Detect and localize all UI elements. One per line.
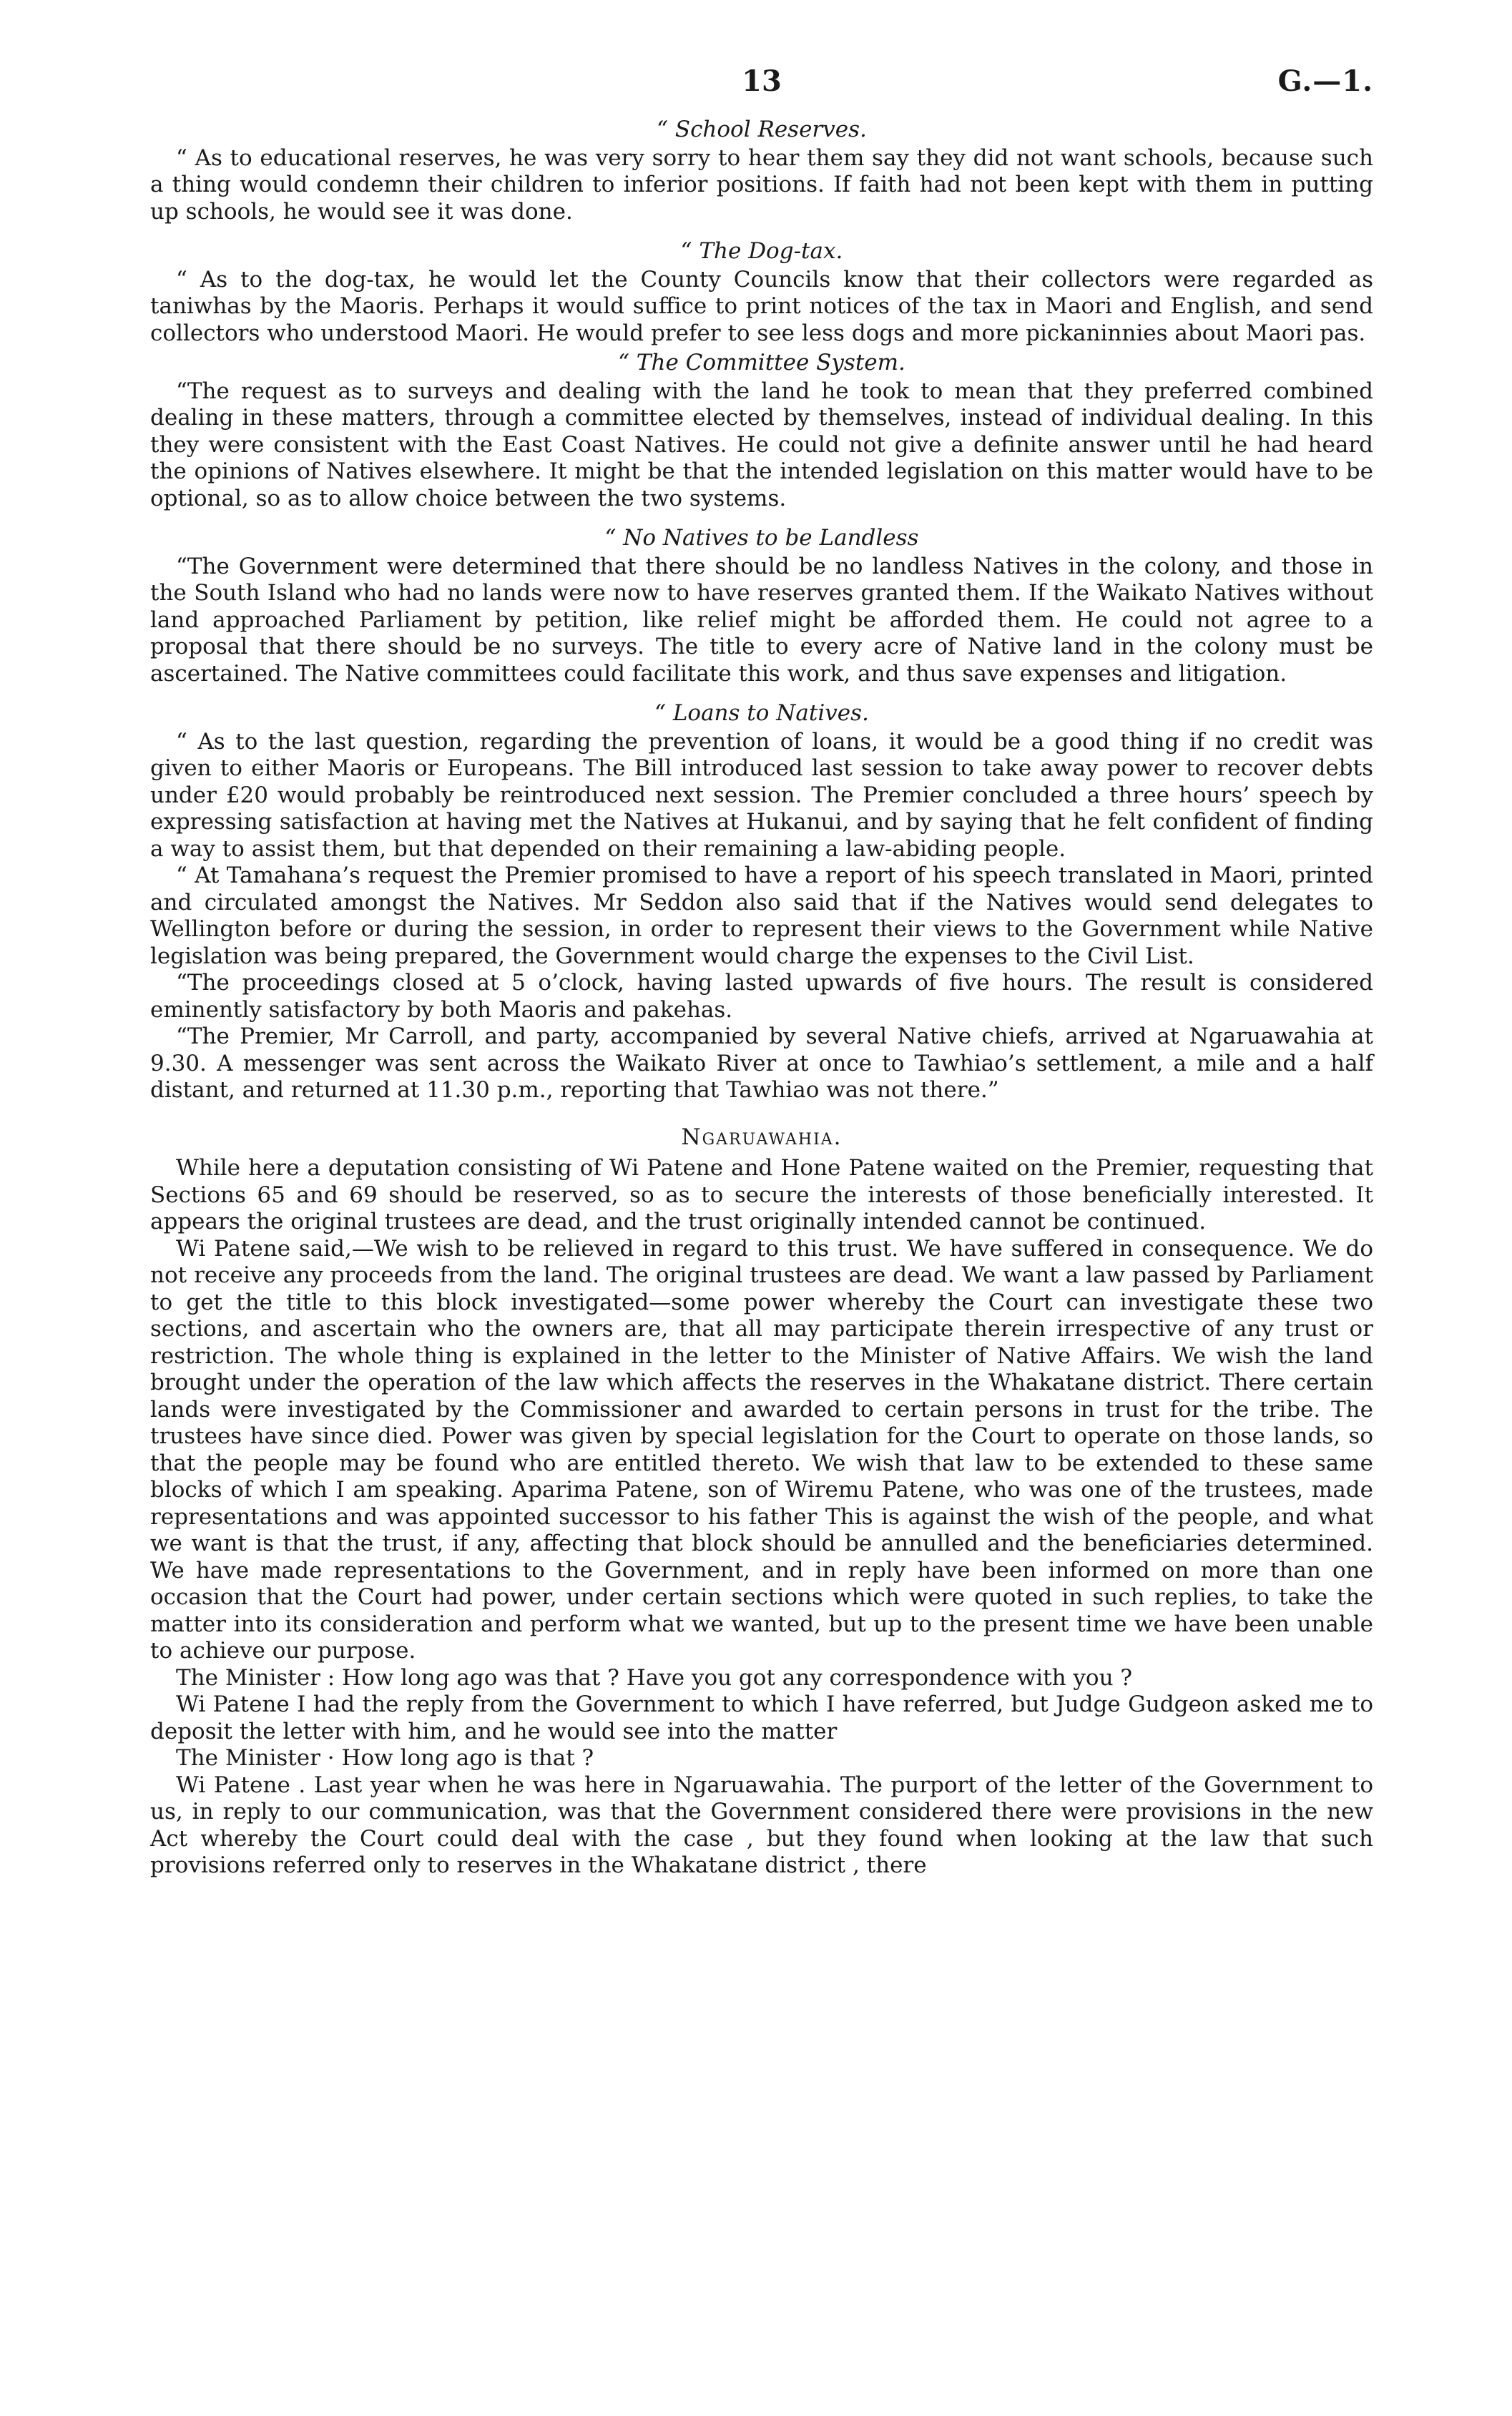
paragraph: “ As to the last question, regarding the prevention of loans, it would be a good thing if no credit was given to either Maoris or Europeans. The Bill introduced last session to take away power to recover debts under £20 would probably be reintroduced next session. The Premier concluded a three hours’ speech by expressing satisfaction at having met the Natives at Hukanui, and by saying that he felt confident of finding a way to assist them, but that depended on their remaining a law-abiding people.	[150, 728, 1373, 862]
paragraph: “The request as to surveys and dealing with the land he took to mean that they preferred combined dealing in these matters, through a committee elected by themselves, instead of individual dealing. In this they were consistent with the East Coast Natives. He could not give a definite answer until he had heard the opinions of Natives elsewhere. It might be that the intended legislation on this matter would have to be optional, so as to allow choice between the two systems.	[150, 378, 1373, 511]
paragraph: The Minister · How long ago is that ?	[176, 1745, 594, 1771]
section-school-reserves	[150, 117, 1373, 225]
paragraph: The Minister : How long ago was that ? Have you got any correspondence with you ?	[176, 1664, 1133, 1691]
section-loans-to-natives	[150, 700, 1373, 1104]
document-page	[150, 64, 1373, 1880]
section-committee-system	[150, 350, 1373, 512]
section-heading: “ School Reserves.	[657, 117, 867, 142]
paragraph: “ As to the dog-tax, he would let the County Councils know that their collectors were regarded as taniwhas by the Maoris. Perhaps it would suffice to print notices of the tax in Maori and English, and send collectors who understood Maori. He would prefer to see less dogs and more pickaninnies about Maori pas.	[150, 266, 1373, 346]
paragraph: Wi Patene said,—We wish to be relieved in regard to this trust. We have suffered in consequence. We do not receive any proceeds from the land. The original trustees are dead. We want a law passed by Parliament to get the title to this block investigated—some power whereby the Court can investigate these two sections, and ascertain who the owners are, that all may participate therein irrespective of any trust or restriction. The whole thing is explained in the letter to the Minister of Native Affairs. We wish the land brought under the operation of the law which affects the reserves in the Whakatane district. There certain lands were investigated by the Commissioner and awarded to certain persons in trust for the tribe. The trustees have since died. Power was given by special legislation for the Court to operate on those lands, so that the people may be found who are entitled thereto. We wish that law to be extended to these same blocks of which I am speaking. Aparima Patene, son of Wiremu Patene, who was one of the trustees, made representations and was appointed successor to his father This is against the wish of the people, and what we want is that the trust, if any, affecting that block should be annulled and the beneficiaries determined. We have made representations to the Government, and in reply have been informed on more than one occasion that the Court had power, under certain sections which were quoted in such replies, to take the matter into its consideration and perform what we wanted, but up to the present time we have been unable to achieve our purpose.	[150, 1235, 1373, 1664]
paragraph: “The Government were determined that there should be no landless Natives in the colony, and those in the South Island who had no lands were now to have reserves granted them. If the Waikato Natives without land approached Parliament by petition, like relief might be afforded them. He could not agree to a proposal that there should be no surveys. The title to every acre of Native land in the colony must be ascertained. The Native committees could facilitate this work, and thus save expenses and litigation.	[150, 553, 1373, 687]
paragraph: Wi Patene . Last year when he was here in Ngaruawahia. The purport of the letter of the Government to us, in reply to our communication, was that the Government considered there were provisions in the new Act whereby the Court could deal with the case , but they found when looking at the law that such provisions referred only to reserves in the Whakatane district , there	[150, 1772, 1373, 1878]
page-number: 13	[742, 64, 782, 98]
page-header	[150, 64, 1373, 112]
section-heading: “ The Committee System.	[618, 350, 905, 375]
paragraph: “The proceedings closed at 5 o’clock, having lasted upwards of five hours. The result is considered eminently satisfactory by both Maoris and pakehas.	[150, 970, 1373, 1023]
document-code: G.—1.	[1277, 64, 1373, 98]
section-heading: “ Loans to Natives.	[654, 700, 869, 726]
section-heading: Ngaruawahia.	[681, 1124, 843, 1150]
paragraph: Wi Patene I had the reply from the Government to which I have referred, but Judge Gudgeon asked me to deposit the letter with him, and he would see into the matter	[150, 1691, 1373, 1744]
section-dog-tax	[150, 238, 1373, 347]
section-heading: “ No Natives to be Landless	[604, 525, 919, 551]
section-heading: “ The Dog-tax.	[680, 238, 843, 264]
section-no-natives-landless	[150, 525, 1373, 687]
paragraph: While here a deputation consisting of Wi Patene and Hone Patene waited on the Premier, requesting that Sections 65 and 69 should be reserved, so as to secure the interests of those beneficially interested. It appears the original trustees are dead, and the trust originally intended cannot be continued.	[150, 1155, 1373, 1234]
paragraph: “ As to educational reserves, he was very sorry to hear them say they did not want schools, because such a thing would condemn their children to inferior positions. If faith had not been kept with them in putting up schools, he would see it was done.	[150, 144, 1373, 225]
section-ngaruawahia	[150, 1124, 1373, 1880]
paragraph: “The Premier, Mr Carroll, and party, accompanied by several Native chiefs, arrived at Ngaruawahia at 9.30. A messenger was sent across the Waikato River at once to Tawhiao’s settlement, a mile and a half distant, and returned at 11.30 p.m., reporting that Tawhiao was not there.”	[150, 1023, 1373, 1103]
paragraph: “ At Tamahana’s request the Premier promised to have a report of his speech translated in Maori, printed and circulated amongst the Natives. Mr Seddon also said that if the Natives would send delegates to Wellington before or during the session, in order to represent their views to the Government while Native legislation was being prepared, the Government would charge the expenses to the Civil List.	[150, 863, 1373, 969]
